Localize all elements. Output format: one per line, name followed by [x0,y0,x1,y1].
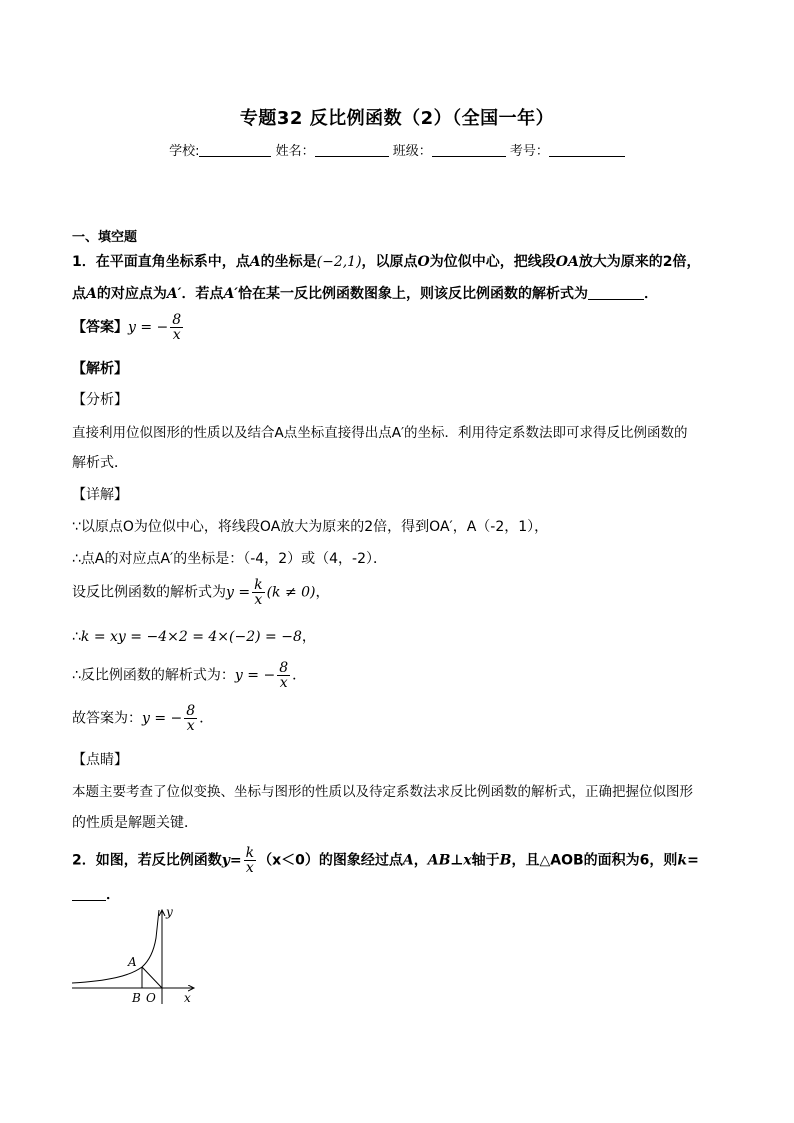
q1-line1: 1．在平面直角坐标系中，点A的坐标是(−2,1)，以原点O为位似中心，把线段OA放大为原来的2倍， [72,254,701,270]
q1-detail-5: ∴反比例函数的解析式为：y = − $\frac{8}{x}$ ． [72,660,307,691]
label-A: A [128,955,137,969]
section-heading: 一、填空题 [72,230,138,245]
q1-line2: 点A的对应点为A′．若点A′恰在某一反比例函数图象上，则该反比例函数的解析式为 ． [72,286,658,302]
q1-detail-4: ∴k = xy = −4×2 = 4×(−2) = −8， [72,629,316,645]
label-y: y [166,905,173,919]
q1-detail-label: 【详解】 [72,487,128,503]
q1-point-text-1: 本题主要考查了位似变换、坐标与图形的性质以及待定系数法求反比例函数的解析式，正确把握位似图形 [72,784,693,800]
q1-point-text-2: 的性质是解题关键． [72,815,198,831]
q1-fenxi-label: 【分析】 [72,392,128,408]
exam-no-blank[interactable] [549,142,625,157]
page-title: 专题32 反比例函数（2）（全国一年） [239,108,555,129]
q1-detail-1: ∵以原点O为位似中心，将线段OA放大为原来的2倍，得到OA′，A（-2，1）， [72,519,549,535]
q2-line1: 2．如图，若反比例函数y= $\frac{k}{x}$ （x＜0）的图象经过点A，AB⊥x轴于B，且△AOB的面积为6，则k= [72,845,699,876]
q1-fenxi-text-2: 解析式． [72,455,128,471]
school-blank[interactable] [199,142,271,157]
name-blank[interactable] [315,142,389,157]
student-info-fields [0,140,794,159]
label-B: B [132,991,141,1005]
class-label: 班级： [392,144,432,159]
q1-detail-2: ∴点A的对应点A′的坐标是：（-4，2）或（4，-2）． [72,551,387,567]
label-O: O [146,991,156,1005]
segment-AO [142,967,162,988]
exam-no-label: 考号： [509,144,549,159]
q2-answer-blank[interactable] [72,886,106,901]
q1-fenxi-text-1: 直接利用位似图形的性质以及结合A点坐标直接得出点A′的坐标．利用待定系数法即可求得反比例函数的 [72,425,688,441]
q1-point-label: 【点睛】 [72,752,128,768]
hyperbola-curve [72,910,159,983]
name-label: 姓名： [275,144,315,159]
q1-answer-blank[interactable] [588,285,644,300]
q1-analysis-label: 【解析】 [72,361,128,377]
class-blank[interactable] [432,142,506,157]
q1-detail-3: 设反比例函数的解析式为y = $\frac{k}{x}$ (k ≠ 0)， [72,577,330,608]
label-x: x [184,991,191,1005]
q2-line2: ． [72,884,120,904]
q2-figure [68,904,208,1008]
q1-answer: 【答案】y = − $\frac{8}{x}$ [72,312,182,343]
school-label: 学校: [169,144,200,159]
q1-detail-6: 故答案为：y = − $\frac{8}{x}$ ． [72,703,214,734]
